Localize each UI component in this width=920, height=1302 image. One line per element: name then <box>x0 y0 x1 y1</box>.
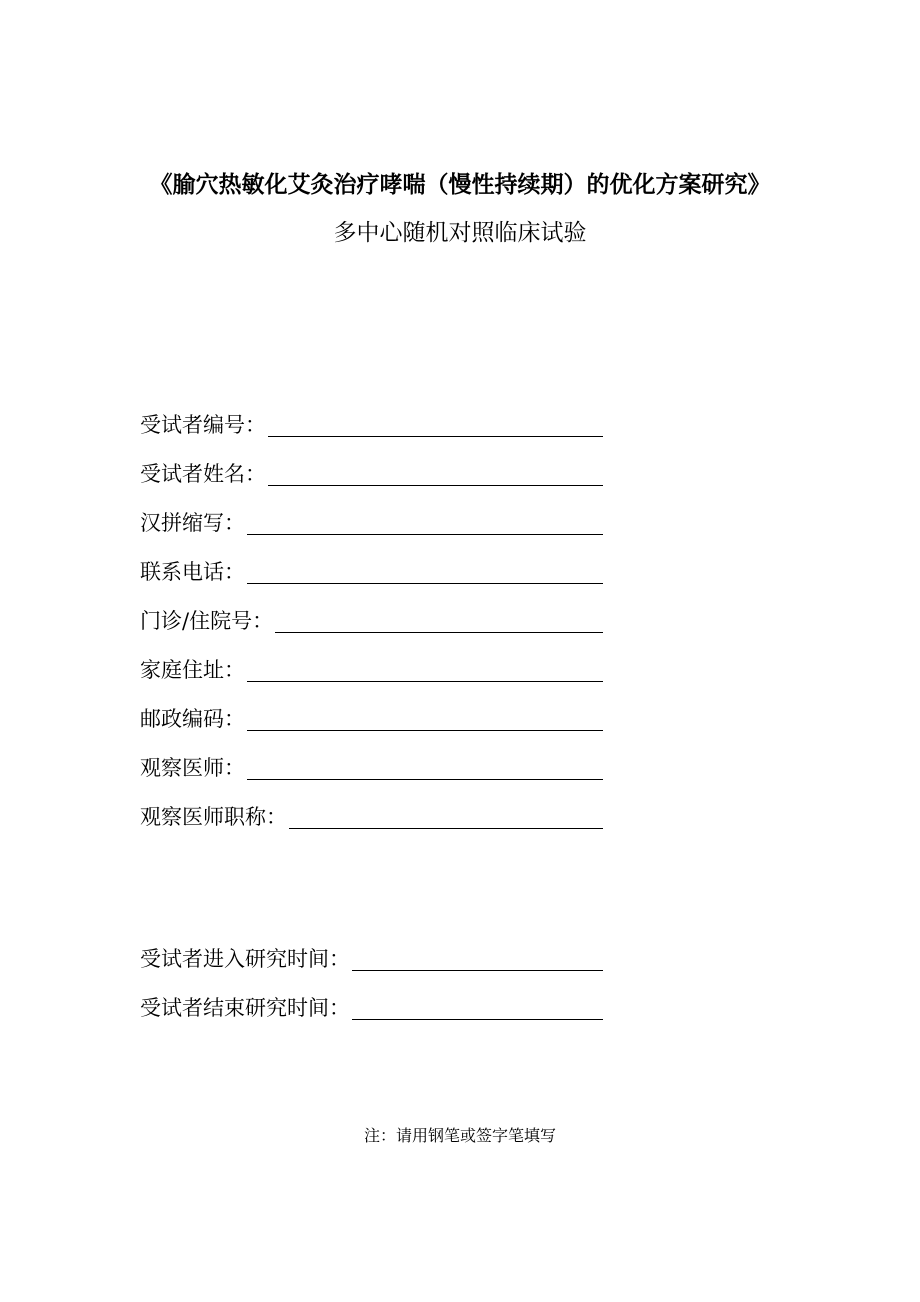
phone-field <box>140 553 603 587</box>
subject-name-label: 受试者姓名： <box>140 462 266 486</box>
study-entry-time-label: 受试者进入研究时间： <box>140 947 350 971</box>
study-end-time-blank[interactable] <box>352 995 603 1020</box>
home-address-label: 家庭住址： <box>140 658 245 682</box>
home-address-field <box>140 651 603 685</box>
clinic-number-blank[interactable] <box>275 608 603 633</box>
subject-id-field <box>140 406 603 440</box>
postal-code-field <box>140 700 603 734</box>
study-end-time-field <box>140 989 603 1023</box>
home-address-blank[interactable] <box>247 657 603 682</box>
physician-title-blank[interactable] <box>289 804 603 829</box>
postal-code-blank[interactable] <box>247 706 603 731</box>
subject-name-blank[interactable] <box>268 461 603 486</box>
fill-instruction-note: 注：请用钢笔或签字笔填写 <box>363 1126 556 1145</box>
phone-blank[interactable] <box>247 559 603 584</box>
document-subtitle: 多中心随机对照临床试验 <box>333 220 587 246</box>
pinyin-abbrev-blank[interactable] <box>247 510 603 535</box>
observing-physician-label: 观察医师： <box>140 756 245 780</box>
subject-id-blank[interactable] <box>268 412 603 437</box>
study-end-time-label: 受试者结束研究时间： <box>140 996 350 1020</box>
study-entry-time-blank[interactable] <box>352 946 603 971</box>
subject-name-field <box>140 455 603 489</box>
subject-id-label: 受试者编号： <box>140 413 266 437</box>
document-title: 《腧穴热敏化艾灸治疗哮喘（慢性持续期）的优化方案研究》 <box>149 171 771 198</box>
pinyin-abbrev-label: 汉拼缩写： <box>140 511 245 535</box>
postal-code-label: 邮政编码： <box>140 707 245 731</box>
physician-title-label: 观察医师职称： <box>140 805 287 829</box>
clinic-number-field <box>140 602 603 636</box>
observing-physician-field <box>140 749 603 783</box>
phone-label: 联系电话： <box>140 560 245 584</box>
pinyin-abbrev-field <box>140 504 603 538</box>
clinic-number-label: 门诊/住院号： <box>140 609 274 633</box>
observing-physician-blank[interactable] <box>247 755 603 780</box>
physician-title-field <box>140 798 603 832</box>
study-entry-time-field <box>140 940 603 974</box>
